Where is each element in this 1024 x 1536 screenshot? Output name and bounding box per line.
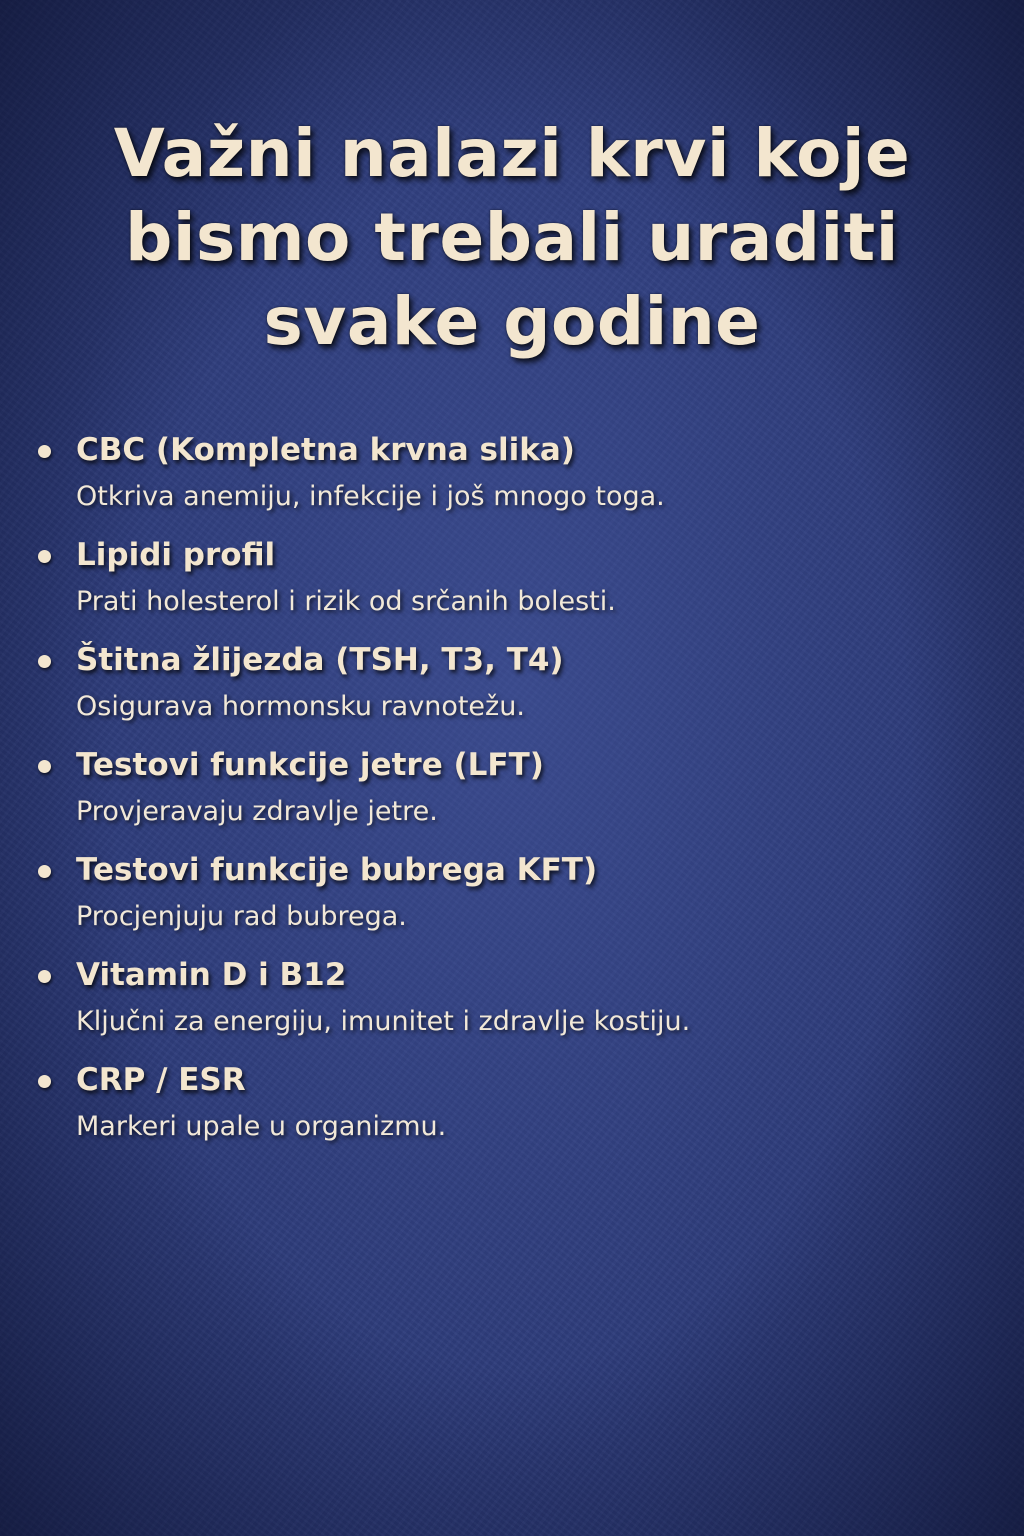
list-item	[36, 950, 996, 1055]
test-description: Prati holesterol i rizik od srčanih bolesti.	[76, 586, 616, 617]
test-description: Markeri upale u organizmu.	[76, 1111, 447, 1142]
bullet-icon	[38, 970, 51, 983]
test-name: Lipidi profil	[76, 537, 276, 573]
list-item	[36, 845, 996, 950]
list-item	[36, 425, 996, 530]
bullet-icon	[38, 1075, 51, 1088]
list-item	[36, 740, 996, 845]
bullet-icon	[38, 760, 51, 773]
test-name: CRP / ESR	[76, 1062, 246, 1098]
blood-test-list	[36, 425, 996, 1160]
test-description: Ključni za energiju, imunitet i zdravlje kostiju.	[76, 1006, 691, 1037]
test-name: Testovi funkcije bubrega KFT)	[76, 852, 598, 888]
bullet-icon	[38, 655, 51, 668]
list-item	[36, 635, 996, 740]
test-description: Procjenjuju rad bubrega.	[76, 901, 407, 932]
test-name: CBC (Kompletna krvna slika)	[76, 432, 575, 468]
title-line-1: Važni nalazi krvi koje	[113, 115, 911, 192]
test-description: Osigurava hormonsku ravnotežu.	[76, 691, 525, 722]
test-name: Testovi funkcije jetre (LFT)	[76, 747, 544, 783]
list-item	[36, 530, 996, 635]
bullet-icon	[38, 445, 51, 458]
bullet-icon	[38, 865, 51, 878]
title-line-2: bismo trebali uraditi	[125, 199, 899, 276]
page-title	[40, 112, 984, 364]
test-description: Otkriva anemiju, infekcije i još mnogo toga.	[76, 481, 665, 512]
bullet-icon	[38, 550, 51, 563]
title-line-3: svake godine	[263, 283, 761, 360]
test-description: Provjeravaju zdravlje jetre.	[76, 796, 438, 827]
test-name: Vitamin D i B12	[76, 957, 347, 993]
list-item	[36, 1055, 996, 1160]
test-name: Štitna žlijezda (TSH, T3, T4)	[76, 642, 564, 678]
